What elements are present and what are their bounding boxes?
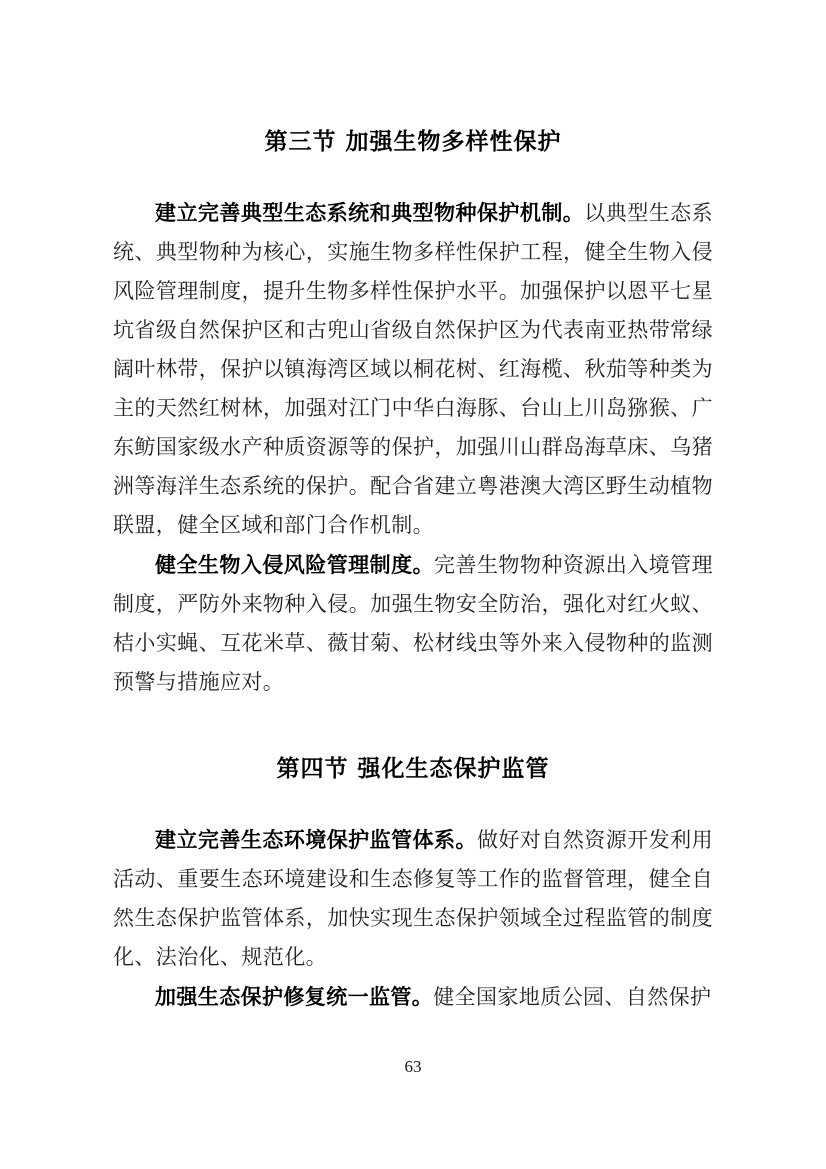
paragraph-body-text: 以典型生态系统、典型物种为核心，实施生物多样性保护工程，健全生物入侵风险管理制度，提升生物多样性保护水平。加强保护以恩平七星坑省级自然保护区和古兜山省级自然保护区为代表南亚热带常绿阔叶林带，保护以镇海湾区域以桐花树、红海榄、秋茄等种类为主的天然红树林，加强对江门中华白海豚、台山上川岛猕猴、广东鲂国家级水产种质资源等的保护，加强川山群岛海草床、乌猪洲等海洋生态系统的保护。配合省建立粤港澳大湾区野生动植物联盟，健全区域和部门合作机制。 [113,201,713,537]
paragraph [113,193,713,545]
section-3-body [113,193,713,702]
paragraph-lead: 建立完善生态环境保护监管体系。 [155,827,477,852]
paragraph [113,820,713,977]
section-4-body [113,820,713,1017]
paragraph-lead: 建立完善典型生态系统和典型物种保护机制。 [155,200,585,225]
section-heading-3: 第三节 加强生物多样性保护 [264,129,562,155]
paragraph-body-text: 做好对自然资源开发利用活动、重要生态环境建设和生态修复等工作的监督管理，健全自然生态保护监管体系，加快实现生态保护领域全过程监管的制度化、法治化、规范化。 [113,828,714,969]
paragraph-lead: 加强生态保护修复统一监管。 [155,984,434,1009]
section-heading-4: 第四节 强化生态保护监管 [276,756,550,782]
paragraph [113,977,713,1017]
paragraph-body-text: 完善生物物种资源出入境管理制度，严防外来物种入侵。加强生物安全防治，强化对红火蚁、桔小实蝇、互花米草、薇甘菊、松材线虫等外来入侵物种的监测预警与措施应对。 [113,553,713,694]
page-number: 63 [404,1057,422,1076]
paragraph-body-text: 健全国家地质公园、自然保护 [433,985,712,1009]
paragraph-lead: 健全生物入侵风险管理制度。 [155,552,435,577]
paragraph [113,545,713,702]
